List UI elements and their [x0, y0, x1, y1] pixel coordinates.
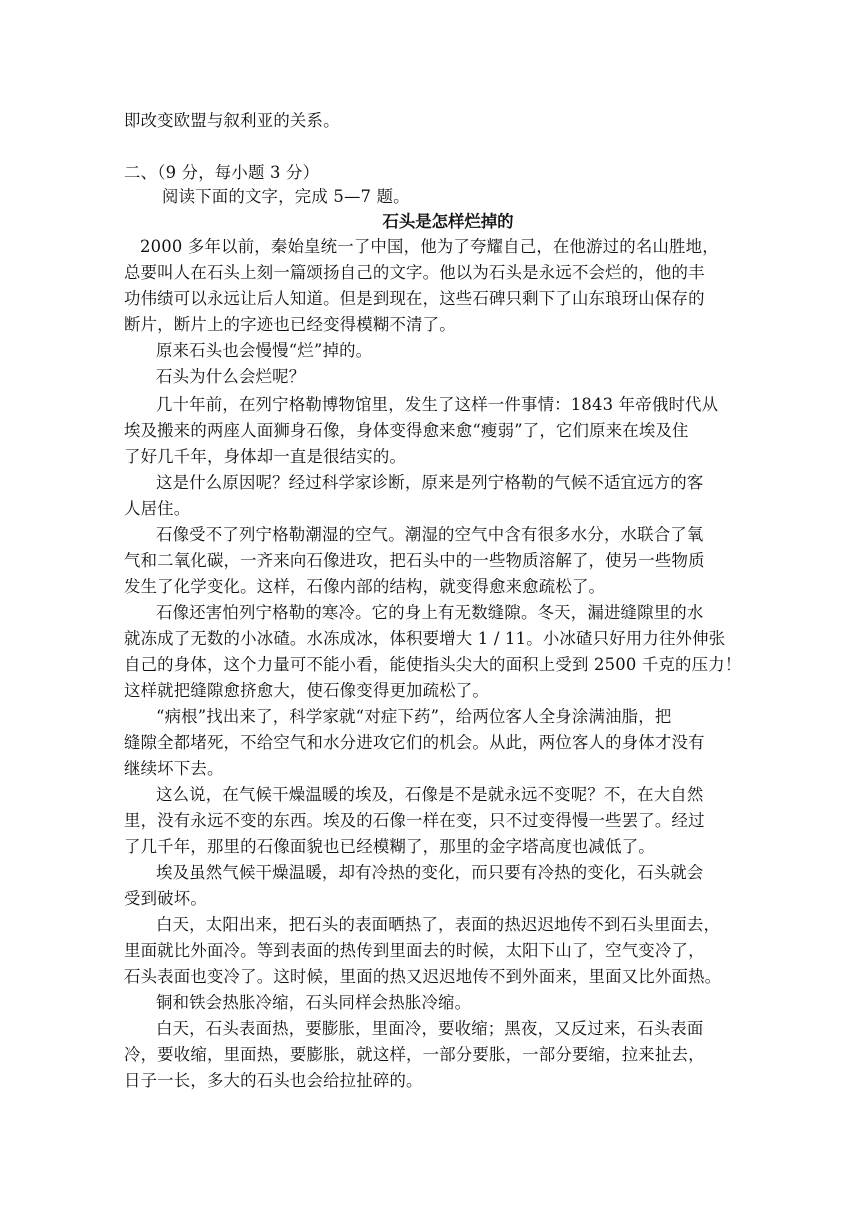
text-line: 自己的身体，这个力量可不能小看，能使指头尖大的面积上受到 2500 千克的压力！ — [124, 655, 742, 674]
text-line: 石头表面也变冷了。这时候，里面的热又迟迟地传不到外面来，里面又比外面热。 — [124, 967, 722, 986]
text-line: 白天，石头表面热，要膨胀，里面冷，要收缩；黑夜，又反过来，石头表面 — [156, 1019, 704, 1038]
text-line: “病根”找出来了，科学家就“对症下药”，给两位客人全身涂满油脂，把 — [156, 707, 672, 726]
text-line: 石像受不了列宁格勒潮湿的空气。潮湿的空气中含有很多水分，水联合了氧 — [156, 525, 704, 544]
text-line: 缝隙全都堵死，不给空气和水分进攻它们的机会。从此，两位客人的身体才没有 — [124, 733, 705, 752]
text-line: 继续坏下去。 — [124, 759, 224, 778]
text-line: 总要叫人在石头上刻一篇颂扬自己的文字。他以为石头是永远不会烂的，他的丰 — [124, 263, 705, 282]
text-line: 即改变欧盟与叙利亚的关系。 — [124, 111, 340, 130]
text-line: 石像还害怕列宁格勒的寒冷。它的身上有无数缝隙。冬天，漏进缝隙里的水 — [156, 603, 704, 622]
text-line: 断片，断片上的字迹也已经变得模糊不清了。 — [124, 315, 456, 334]
text-line: 埃及虽然气候干燥温暖，却有冷热的变化，而只要有冷热的变化，石头就会 — [156, 863, 704, 882]
instruction-line: 阅读下面的文字，完成 5—7 题。 — [162, 187, 410, 206]
article-title: 石头是怎样烂掉的 — [382, 212, 514, 231]
text-line: 人居住。 — [124, 499, 191, 518]
text-line: 白天，太阳出来，把石头的表面晒热了，表面的热迟迟地传不到石头里面去， — [156, 915, 721, 934]
text-line: 受到破坏。 — [124, 889, 207, 908]
text-line: 冷，要收缩，里面热，要膨胀，就这样，一部分要胀，一部分要缩，拉来扯去， — [124, 1045, 705, 1064]
text-line: 就冻成了无数的小冰碴。水冻成冰，体积要增大 1 / 11。小冰碴只好用力往外伸张 — [124, 629, 726, 648]
text-line: 铜和铁会热胀冷缩，石头同样会热胀冷缩。 — [156, 993, 472, 1012]
text-line: 原来石头也会慢慢“烂”掉的。 — [156, 341, 373, 360]
section-heading: 二、（9 分，每小题 3 分） — [124, 163, 320, 182]
text-line: 里面就比外面冷。等到表面的热传到里面去的时候，太阳下山了，空气变冷了， — [124, 941, 705, 960]
text-line: 里，没有永远不变的东西。埃及的石像一样在变，只不过变得慢一些罢了。经过 — [124, 811, 705, 830]
text-line: 日子一长，多大的石头也会给拉扯碎的。 — [124, 1071, 423, 1090]
text-line: 气和二氧化碳，一齐来向石像进攻，把石头中的一些物质溶解了，使另一些物质 — [124, 551, 705, 570]
text-line: 石头为什么会烂呢？ — [156, 367, 306, 386]
text-line: 2000 多年以前，秦始皇统一了中国，他为了夸耀自己，在他游过的名山胜地， — [140, 237, 719, 256]
text-line: 这样就把缝隙愈挤愈大，使石像变得更加疏松了。 — [124, 681, 489, 700]
text-line: 这么说，在气候干燥温暖的埃及，石像是不是就永远不变呢？不，在大自然 — [156, 785, 704, 804]
text-line: 了好几千年，身体却一直是很结实的。 — [124, 447, 407, 466]
text-line: 埃及搬来的两座人面狮身石像，身体变得愈来愈“瘦弱”了，它们原来在埃及住 — [124, 421, 689, 440]
text-line: 几十年前，在列宁格勒博物馆里，发生了这样一件事情：1843 年帝俄时代从 — [156, 395, 719, 414]
text-line: 发生了化学变化。这样，石像内部的结构，就变得愈来愈疏松了。 — [124, 577, 606, 596]
text-line: 了几千年，那里的石像面貌也已经模糊了，那里的金字塔高度也减低了。 — [124, 837, 655, 856]
text-line: 功伟绩可以永远让后人知道。但是到现在，这些石碑只剩下了山东琅玡山保存的 — [124, 289, 705, 308]
text-line: 这是什么原因呢？经过科学家诊断，原来是列宁格勒的气候不适宜远方的客 — [156, 473, 704, 492]
